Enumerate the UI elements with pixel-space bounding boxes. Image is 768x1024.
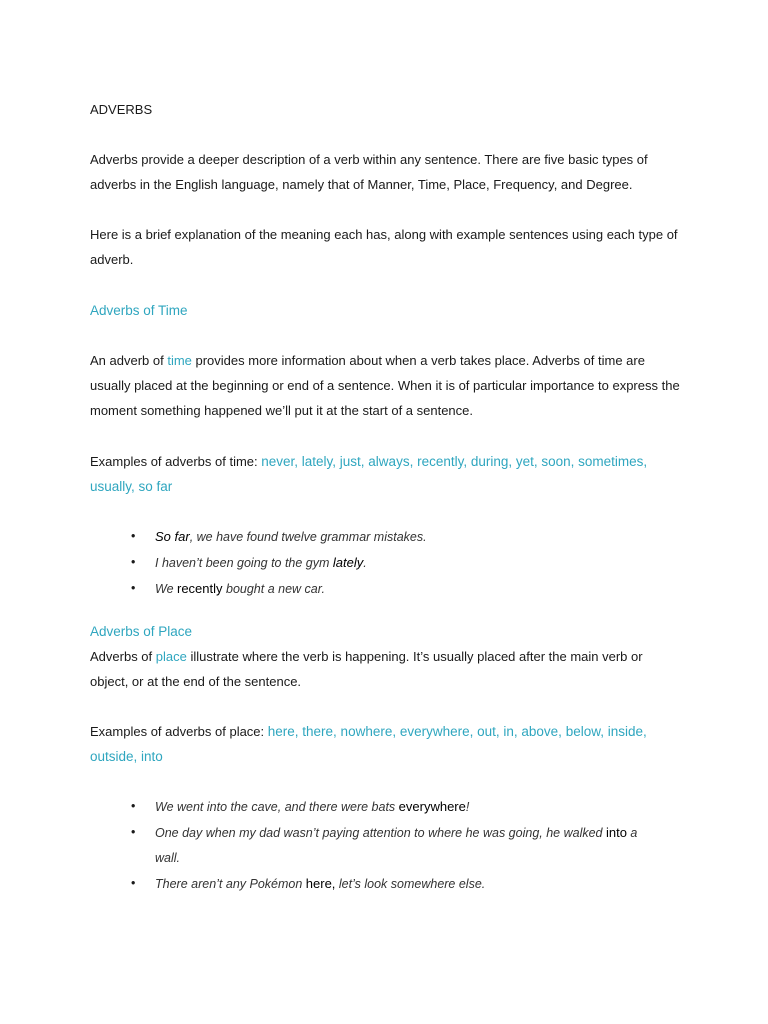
list-item: • I haven’t been going to the gym lately. (90, 550, 650, 576)
list-item: • So far, we have found twelve grammar mistakes. (90, 524, 650, 550)
adverb-highlight: into (605, 825, 627, 840)
intro-paragraph-2: Here is a brief explanation of the meaning each has, along with example sentences using each type of adverb. (90, 227, 678, 267)
time-paragraph-start: An adverb of (90, 353, 168, 368)
place-link[interactable]: place (155, 649, 187, 664)
time-examples (90, 449, 680, 499)
place-examples-list: here, there, nowhere, everywhere, out, in, above, below, inside, outside, into (90, 724, 647, 764)
place-paragraph-rest: illustrate where the verb is happening. It’s usually placed after the main verb or object, or at the end of the sentence. (90, 649, 643, 689)
adverb-highlight: lately (332, 555, 364, 570)
adverb-highlight: everywhere (398, 799, 466, 814)
place-examples (90, 719, 680, 769)
time-examples-label: Examples of adverbs of time: (90, 454, 262, 469)
list-item: • One day when my dad wasn’t paying attention to where he was going, he walked into a wall. (90, 820, 650, 871)
time-link[interactable]: time (167, 353, 192, 368)
list-item: • There aren’t any Pokémon here, let’s look somewhere else. (90, 871, 650, 897)
time-examples-list: never, lately, just, always, recently, during, yet, soon, sometimes, usually, so far (90, 454, 648, 494)
adverb-highlight: here, (305, 876, 336, 891)
place-examples-label: Examples of adverbs of place: (90, 724, 268, 739)
document-title: ADVERBS (90, 102, 153, 117)
intro-paragraph: Adverbs provide a deeper description of a verb within any sentence. There are five basic types of adverbs in the English language, namely that of Manner, Time, Place, Frequency, and Degree. (90, 152, 648, 192)
place-paragraph (90, 644, 680, 694)
place-example-sentences (90, 794, 650, 897)
list-item: • We recently bought a new car. (90, 576, 650, 602)
time-example-sentences (90, 524, 650, 602)
time-paragraph (90, 348, 680, 423)
adverb-highlight: So far (155, 529, 190, 544)
heading-adverbs-of-place: Adverbs of Place (90, 624, 193, 639)
place-paragraph-start: Adverbs of (90, 649, 156, 664)
time-paragraph-rest: provides more information about when a verb takes place. Adverbs of time are usually placed at the beginning or end of a sentence. When it is of particular importance to express the moment something happened we’ll put it at the start of a sentence. (90, 353, 680, 418)
list-item: • We went into the cave, and there were bats everywhere! (90, 794, 650, 820)
heading-adverbs-of-time: Adverbs of Time (90, 303, 188, 318)
adverb-highlight: recently (177, 581, 223, 596)
